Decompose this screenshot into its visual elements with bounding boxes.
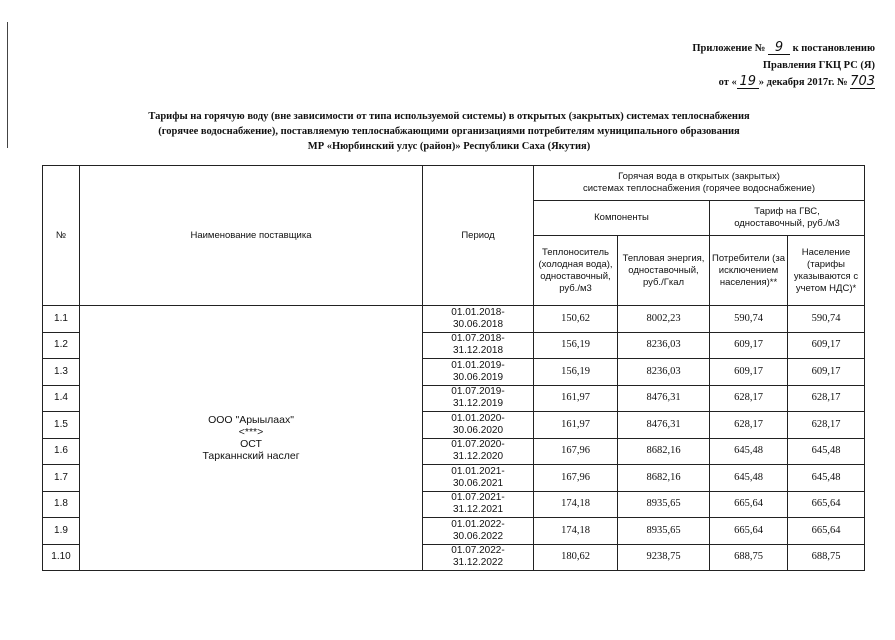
row-population: 645,48 (788, 465, 865, 492)
row-population: 688,75 (788, 544, 865, 571)
row-heat-energy: 8935,65 (618, 491, 710, 518)
appendix-number: 9 (768, 42, 790, 55)
table-header (43, 166, 865, 306)
row-period: 01.07.2021- 31.12.2021 (423, 491, 534, 518)
row-num: 1.3 (43, 359, 80, 386)
row-num: 1.4 (43, 385, 80, 412)
row-consumers: 628,17 (710, 412, 788, 439)
row-population: 609,17 (788, 332, 865, 359)
row-population: 628,17 (788, 385, 865, 412)
document-title (40, 109, 858, 154)
appendix-order-number: 703 (850, 74, 875, 89)
row-period: 01.01.2022- 30.06.2022 (423, 518, 534, 545)
page-edge-line (7, 22, 8, 148)
appendix-day: 19 (737, 76, 759, 89)
row-period: 01.07.2020- 31.12.2020 (423, 438, 534, 465)
row-heat-carrier: 156,19 (534, 332, 618, 359)
header-period: Период (423, 166, 534, 306)
row-num: 1.7 (43, 465, 80, 492)
row-population: 665,64 (788, 518, 865, 545)
row-consumers: 645,48 (710, 465, 788, 492)
title-line-2: (горячее водоснабжение), поставляемую теплоснабжающими организациями потребителям муниципального образования (158, 126, 740, 137)
row-period: 01.07.2018- 31.12.2018 (423, 332, 534, 359)
header-num: № (43, 166, 80, 306)
row-heat-energy: 8935,65 (618, 518, 710, 545)
supplier-cell: ООО "Арыылаах" <***> ОСТ Тарканнский наслег (80, 306, 423, 571)
row-heat-carrier: 161,97 (534, 385, 618, 412)
appendix-line-2: Правления ГКЦ РС (Я) (762, 60, 875, 71)
row-period: 01.01.2018- 30.06.2018 (423, 306, 534, 333)
appendix-line-1: Приложение № 9 к постановлению (692, 40, 875, 55)
row-consumers: 665,64 (710, 518, 788, 545)
header-consumers: Потребители (за исключением населения)** (710, 236, 788, 306)
row-consumers: 688,75 (710, 544, 788, 571)
row-num: 1.6 (43, 438, 80, 465)
row-heat-carrier: 161,97 (534, 412, 618, 439)
tariff-table (42, 165, 865, 571)
row-population: 665,64 (788, 491, 865, 518)
row-period: 01.01.2020- 30.06.2020 (423, 412, 534, 439)
row-consumers: 609,17 (710, 332, 788, 359)
row-num: 1.5 (43, 412, 80, 439)
row-period: 01.07.2022- 31.12.2022 (423, 544, 534, 571)
row-heat-energy: 8476,31 (618, 412, 710, 439)
row-consumers: 590,74 (710, 306, 788, 333)
row-population: 645,48 (788, 438, 865, 465)
row-num: 1.10 (43, 544, 80, 571)
header-heat-carrier: Теплоноситель (холодная вода), одноставочный, руб./м3 (534, 236, 618, 306)
row-heat-carrier: 150,62 (534, 306, 618, 333)
row-population: 590,74 (788, 306, 865, 333)
row-consumers: 628,17 (710, 385, 788, 412)
row-heat-energy: 8236,03 (618, 332, 710, 359)
title-line-3: МР «Нюрбинский улус (район)» Республики Саха (Якутия) (307, 141, 591, 152)
row-population: 609,17 (788, 359, 865, 386)
row-num: 1.2 (43, 332, 80, 359)
row-heat-carrier: 167,96 (534, 438, 618, 465)
row-heat-energy: 9238,75 (618, 544, 710, 571)
row-population: 628,17 (788, 412, 865, 439)
row-consumers: 609,17 (710, 359, 788, 386)
row-num: 1.1 (43, 306, 80, 333)
row-heat-carrier: 167,96 (534, 465, 618, 492)
row-heat-energy: 8236,03 (618, 359, 710, 386)
row-heat-energy: 8002,23 (618, 306, 710, 333)
row-heat-energy: 8682,16 (618, 438, 710, 465)
row-num: 1.9 (43, 518, 80, 545)
header-components: Компоненты (534, 201, 710, 236)
header-tariff: Тариф на ГВС, одноставочный, руб./м3 (710, 201, 865, 236)
header-hot-water: Горячая вода в открытых (закрытых) системах теплоснабжения (горячее водоснабжение) (534, 166, 865, 201)
row-period: 01.07.2019- 31.12.2019 (423, 385, 534, 412)
row-num: 1.8 (43, 491, 80, 518)
row-heat-carrier: 174,18 (534, 518, 618, 545)
row-consumers: 645,48 (710, 438, 788, 465)
table-body (43, 306, 865, 571)
title-line-1: Тарифы на горячую воду (вне зависимости от типа используемой системы) в открытых (закрытых) системах теплоснабжения (148, 111, 750, 122)
row-heat-energy: 8476,31 (618, 385, 710, 412)
appendix-block (692, 40, 875, 91)
header-supplier: Наименование поставщика (80, 166, 423, 306)
row-consumers: 665,64 (710, 491, 788, 518)
row-period: 01.01.2019- 30.06.2019 (423, 359, 534, 386)
table-row (43, 306, 865, 333)
header-population: Население (тарифы указываются с учетом НДС)* (788, 236, 865, 306)
appendix-line-3: от « 19 » декабря 2017г. № 703 (718, 74, 875, 89)
row-heat-carrier: 180,62 (534, 544, 618, 571)
row-heat-energy: 8682,16 (618, 465, 710, 492)
header-heat-energy: Тепловая энергия, одноставочный, руб./Гкал (618, 236, 710, 306)
row-heat-carrier: 156,19 (534, 359, 618, 386)
row-heat-carrier: 174,18 (534, 491, 618, 518)
row-period: 01.01.2021- 30.06.2021 (423, 465, 534, 492)
